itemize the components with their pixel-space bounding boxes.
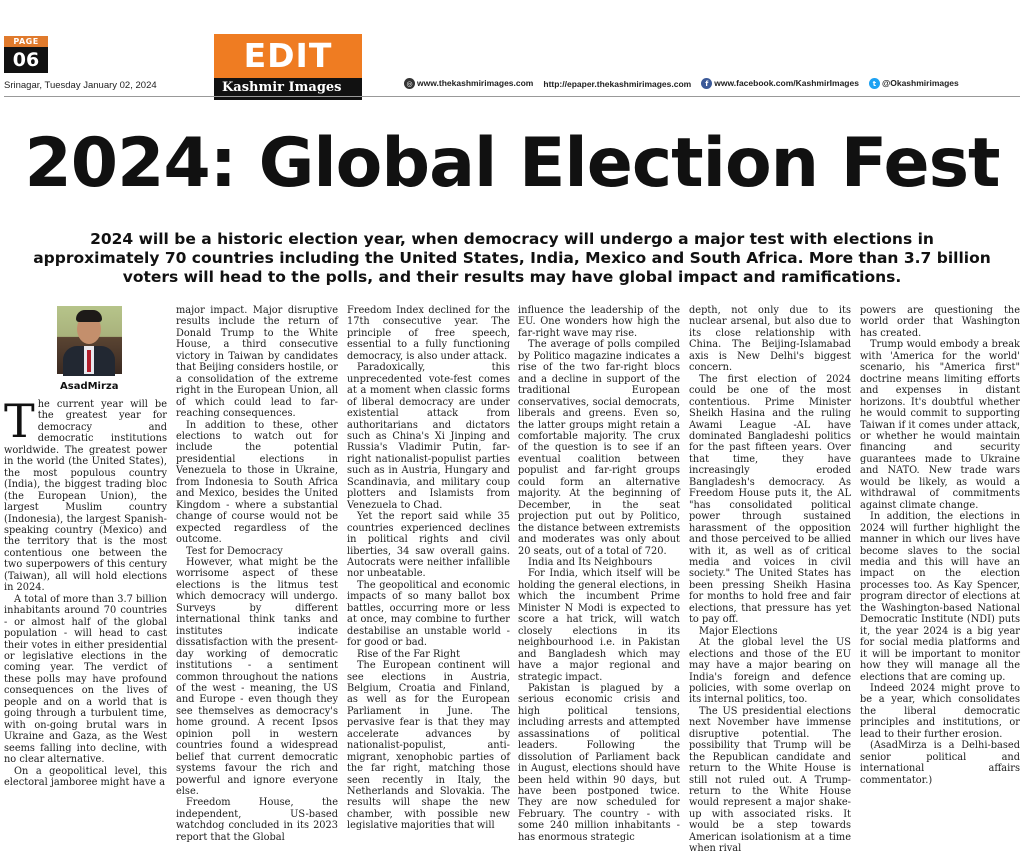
facebook-icon: f xyxy=(701,78,712,89)
article-column-2 xyxy=(176,305,338,843)
facebook-link[interactable]: f www.facebook.com/KashmirImages xyxy=(701,78,859,89)
article-paragraph: major impact. Major disruptive results include the return of Donald Trump to the White House, a third consecutive victory in Taiwan by candidates that Beijing considers hostile, or a consolidation of the extreme right in the European Union, all of which could lead to far-reaching consequences. xyxy=(176,305,338,420)
article-paragraph: The geopolitical and economic impacts of so many ballot box battles, occurring more or less at once, may combine to further destabilise an unstable world - for good or bad. xyxy=(347,579,510,649)
article-paragraph: On a geopolitical level, this electoral jamboree might have a xyxy=(4,765,167,788)
article-paragraph: For India, which itself will be holding the general elections, in which the incumbent Prime Minister N Modi is expected to score a hat trick, will watch closely elections in its neighbourhood i.e. in Pakistan and Bangladesh which may have a major regional and strategic impact. xyxy=(518,568,680,683)
article-paragraph: Pakistan is plagued by a serious economic crisis and high political tensions, including arrests and attempted assassinations of political leaders. Following the dissolution of Parliament back in August, elections should have been held within 90 days, but have been postponed twice. They are now scheduled for February. The country - with some 240 million inhabitants - has enormous strategic xyxy=(518,682,680,843)
subheading: Test for Democracy xyxy=(186,545,283,557)
page-number: 06 xyxy=(4,47,48,73)
headline: 2024: Global Election Fest xyxy=(24,124,1000,203)
section-logo xyxy=(214,34,362,100)
article-paragraph: In addition to these, other elections to watch out for include the potential presidential elections in Venezuela to those in Ukraine, from Indonesia to South Africa and Mexico, besides the United Kingdom - where a substantial change of course would not be expected regardless of the outcome. xyxy=(176,419,338,546)
article-paragraph: At the global level the US elections and those of the EU may have a major bearing on India's foreign and defence policies, with some overlap on its internal politics, too. xyxy=(689,637,851,706)
article-column-1 xyxy=(4,394,167,788)
article-column-6 xyxy=(860,305,1020,786)
article-paragraph: In addition, the elections in 2024 will further highlight the manner in which our lives have become slaves to the social media and this will have an impact on the election processes too. As Kay Spencer, program director of elections at the Washington-based National Democratic Institute (NDI) puts it, the year 2024 is a big year for social media platforms and it will be important to monitor how they will manage all the elections that are coming up. xyxy=(860,511,1020,683)
page-label: PAGE xyxy=(4,36,48,47)
article-column-5 xyxy=(689,305,851,855)
article-column-4 xyxy=(518,305,680,843)
section-title: EDIT xyxy=(214,34,362,78)
epaper-link[interactable]: http://epaper.thekashmirimages.com xyxy=(543,78,692,89)
standfirst: 2024 will be a historic election year, when democracy will undergo a major test with elections in approximately 70 countries including the United States, India, Mexico and South Africa. More than 3.7 billion voters will head to the polls, and their results may have global impact and ramifications. xyxy=(33,230,991,286)
subheading: Major Elections xyxy=(699,625,778,637)
article-paragraph: Indeed 2024 might prove to be a year, which consolidates the liberal democratic principles and institutions, or lead to their further erosion. xyxy=(860,682,1020,740)
author-photo xyxy=(57,306,122,374)
article-paragraph: The European continent will see elections in Austria, Belgium, Croatia and Finland, as well as for the European Parliament in June. The pervasive fear is that they may accelerate advances by nationalist-populist, anti-migrant, xenophobic parties of the far right, matching those seen recently in Italy, the Netherlands and Slovakia. The results will shape the new chamber, with possible new legislative majorities that will xyxy=(347,660,510,832)
article-paragraph: Paradoxically, this unprecedented vote-fest comes at a moment when classic forms of liberal democracy are under existential attack from authoritarians and dictators such as China's Xi Jinping and Russia's Vladimir Putin, far-right nationalist-populist parties such as in Austria, Hungary and Scandinavia, and military coup plotters and Islamists from Venezuela to Chad. xyxy=(347,362,510,511)
article-paragraph: A total of more than 3.7 billion inhabitants around 70 countries - or almost half of the global population - will head to cast their votes in either presidential or legislative elections in the coming year. The verdict of these polls may have profound consequences on the lives of people and on a world that is going through a turbulent time, with on-going brutal wars in Ukraine and Gaza, as the West seems falling into decline, with no clear alternative. xyxy=(4,593,167,766)
header-rule xyxy=(4,96,1020,97)
article-paragraph: Yet the report said while 35 countries experienced declines in political rights and civil liberties, 34 saw overall gains. Autocrats were neither infallible nor unbeatable. xyxy=(347,511,510,580)
header-links xyxy=(404,78,959,89)
dateline: Srinagar, Tuesday January 02, 2024 xyxy=(4,80,157,91)
article-paragraph: The current year will be the greatest year for democracy and democratic institutions worldwide. The greatest power in the world (the United States), the most populous country (India), the biggest trading bloc (the European Union), the largest Muslim country (Indonesia), the largest Spanish-speaking country (Mexico) and the territory that is the most contentious one between the two superpowers of this century (Taiwan), all will hold elections in 2024. xyxy=(4,394,167,594)
publication-name: Kashmir Images xyxy=(214,78,362,100)
author-bio: (AsadMirza is a Delhi-based senior political and international affairs commentator.) xyxy=(860,740,1020,786)
article-paragraph: However, what might be the worrisome aspect of these elections is the litmus test which democracy will undergo. Surveys by different international think tanks and institutes indicate dissatisfaction with the present-day working of democratic institutions - a sentiment common throughout the nations of the west - meaning, the US and Europe - even though they see themselves as democracy's home ground. A recent Ipsos opinion poll in western countries found a widespread belief that current democratic systems favour the rich and powerful and ignore everyone else. xyxy=(176,556,338,798)
page-badge xyxy=(4,36,48,73)
article-paragraph: The US presidential elections next November have immense disruptive potential. The possibility that Trump will be the Republican candidate and return to the White House is still not ruled out. A Trump-return to the White House would represent a major shake-up with associated risks. It would be a step towards American isolationism at a time when rival xyxy=(689,705,851,855)
article-paragraph: Freedom Index declined for the 17th consecutive year. The principle of free speech, essential to a fully functioning democracy, is also under attack. xyxy=(347,305,510,362)
globe-icon: ◎ xyxy=(404,78,415,89)
subheading: Rise of the Far Right xyxy=(357,648,461,660)
article-paragraph: Freedom House, the independent, US-based watchdog concluded in its 2023 report that the Global xyxy=(176,797,338,843)
article-paragraph: The average of polls compiled by Politico magazine indicates a rise of the two far-right blocs and a decline in support of the traditional European conservatives, social democrats, liberals and greens. Even so, the latter groups might retain a comfortable majority. The crux of the question is to see if an eventual coalition between populist and far-right groups could form an alternative majority. At the beginning of December, in the seat projection put out by Politico, the distance between extremists and moderates was only about 20 seats, out of a total of 720. xyxy=(518,339,680,557)
twitter-icon: t xyxy=(869,78,880,89)
article-column-3 xyxy=(347,305,510,832)
author-byline: AsadMirza xyxy=(60,381,119,392)
article-paragraph: powers are questioning the world order that Washington has created. xyxy=(860,305,1020,339)
article-paragraph: depth, not only due to its nuclear arsenal, but also due to its close relationship with China. The Beijing-Islamabad axis is New Delhi's biggest concern. xyxy=(689,305,851,374)
article-paragraph: The first election of 2024 could be one of the most contentious. Prime Minister Sheikh Hasina and the ruling Awami League -AL have dominated Bangladeshi politics for the past fifteen years. Over that time, they have increasingly eroded Bangladesh's democracy. As Freedom House puts it, the AL "has consolidated political power through sustained harassment of the opposition and those perceived to be allied with it, as well as of critical media and voices in civil society." The United States has been pressing Sheikh Hasina for months to hold free and fair elections, that pressure has yet to pay off. xyxy=(689,373,851,626)
drop-cap: T xyxy=(4,394,35,448)
twitter-link[interactable]: t @Okashmirimages xyxy=(869,78,959,89)
article-paragraph: influence the leadership of the EU. One wonders how high the far-right wave may rise. xyxy=(518,305,680,339)
subheading: India and Its Neighbours xyxy=(528,556,653,568)
website-link[interactable]: ◎ www.thekashmirimages.com xyxy=(404,78,533,89)
article-paragraph: Trump would embody a break with 'America for the world' scenario, his "America first" doctrine means limiting efforts and expenses in distant horizons. It's doubtful whether he would commit to supporting Taiwan if it comes under attack, or whether he would maintain financing and security guarantees made to Ukraine and NATO. New trade wars would be likely, as would a withdrawal of commitments against climate change. xyxy=(860,339,1020,511)
